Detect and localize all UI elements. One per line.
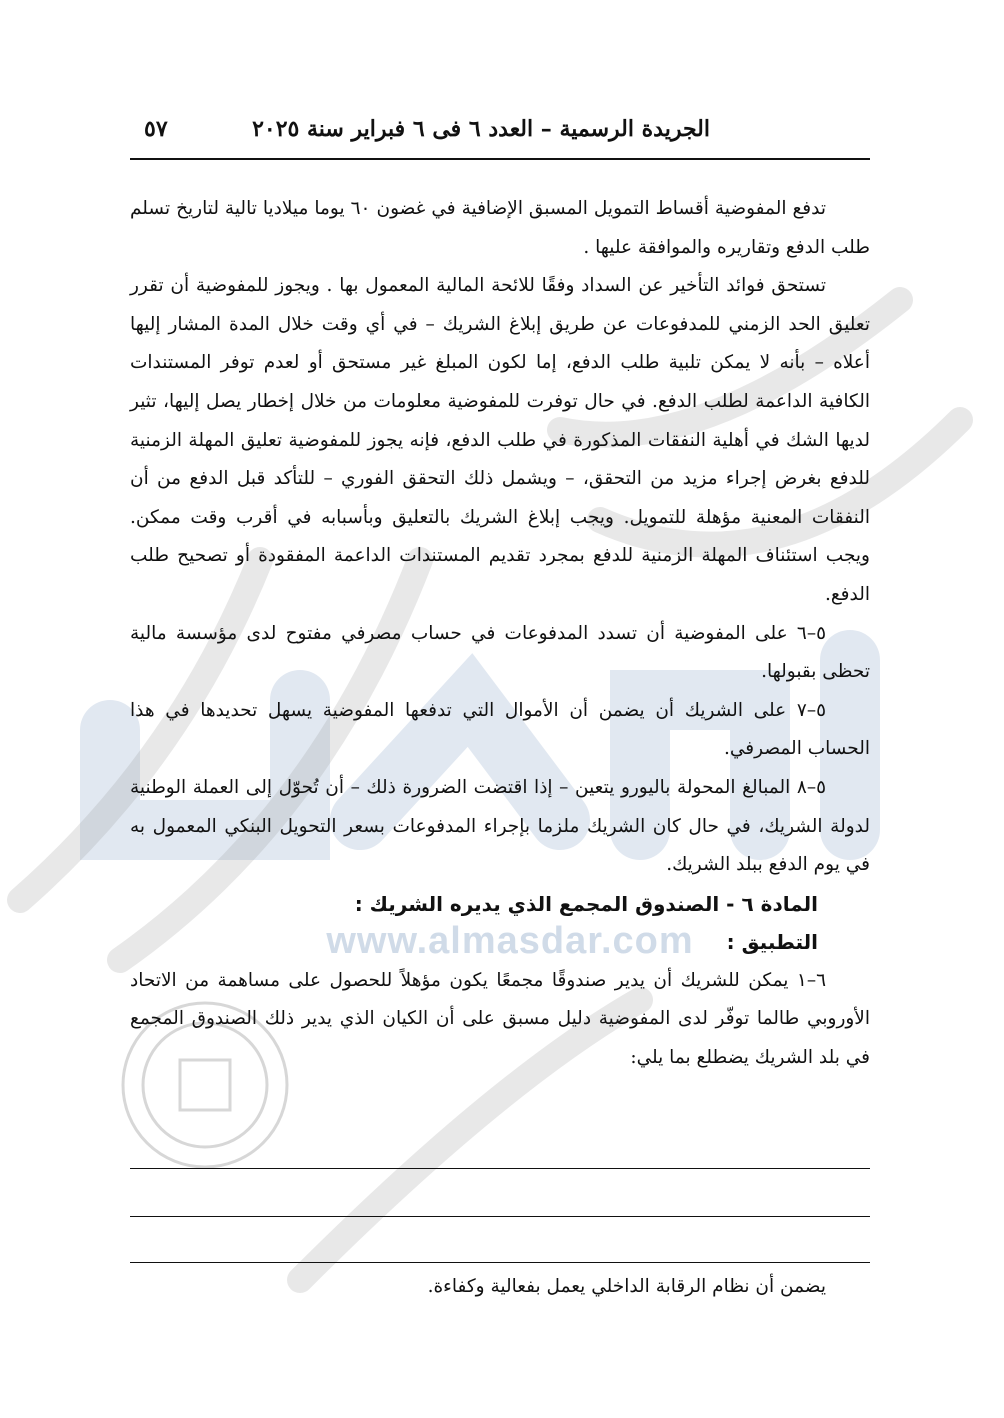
paragraph-5-8: ٥–٨ المبالغ المحولة باليورو يتعين – إذا اقتضت الضرورة ذلك – أن تُحوّل إلى العملة الوطنية لدولة الشريك، في حال كان الشريك ملزما بإجراء المدفوعات بسعر التحويل البنكي المعمول به في يوم الدفع ببلد الشريك.: [130, 776, 870, 876]
paragraph-prefinancing: تدفع المفوضية أقساط التمويل المسبق الإضافية في غضون ٦٠ يوما ميلاديا تالية لتاريخ تسلم طلب الدفع وتقاريره والموافقة عليها .: [130, 198, 870, 258]
article-subheading: التطبيق :: [726, 930, 818, 955]
underline-rule: [130, 1168, 870, 1169]
watermark-text: www.almasdar.com: [326, 920, 694, 962]
document-body: [130, 190, 870, 1078]
page-header: [130, 112, 870, 160]
underline-rule: [130, 1262, 870, 1263]
gazette-title: الجريدة الرسمية – العدد ٦ فى ٦ فبراير سنة ٢٠٢٥: [252, 116, 710, 142]
paragraph-late-payment: تستحق فوائد التأخير عن السداد وفقًا للائحة المالية المعمول بها . ويجوز للمفوضية أن تقرر تعليق الحد الزمني للمدفوعات عن طريق إبلاغ الشريك – في أي وقت خلال المدة المشار إليها أعلاه – بأنه لا يمكن تلبية طلب الدفع، إما لكون المبلغ غير مستحق أو لعدم توفر المستندات الكافية الداعمة لطلب الدفع. في حال توفرت للمفوضية معلومات من خلال إخطار يصل إليها، تثير لديها الشك في أهلية النفقات المذكورة في طلب الدفع، فإنه يجوز للمفوضية تعليق المهلة الزمنية للدفع بغرض إجراء مزيد من التحقق، – ويشمل ذلك التحقق الفوري – للتأكد قبل الدفع من أن النفقات المعنية مؤهلة للتمويل. ويجب إبلاغ الشريك بالتعليق وبأسبابه في أقرب وقت ممكن. ويجب استئناف المهلة الزمنية للدفع بمجرد تقديم المستندات الداعمة المفقودة أو تصحيح طلب الدفع.: [130, 275, 870, 605]
paragraph-5-7: ٥–٧ على الشريك أن يضمن أن الأموال التي تدفعها المفوضية يسهل تحديدها في هذا الحساب المصرفي.: [130, 699, 870, 760]
paragraph-6-1: ٦–١ يمكن للشريك أن يدير صندوقًا مجمعًا يكون مؤهلاً للحصول على مساهمة من الاتحاد الأوروبي طالما توفّر لدى المفوضية دليل مسبق على أن الكيان الذي يدير ذلك الصندوق المجمع في بلد الشريك يضطلع بما يلي:: [130, 969, 870, 1069]
page-number: ٥٧: [144, 116, 168, 142]
paragraph-5-6: ٥–٦ على المفوضية أن تسدد المدفوعات في حساب مصرفي مفتوح لدى مؤسسة مالية تحظى بقبولها.: [130, 622, 870, 683]
trailing-line: يضمن أن نظام الرقابة الداخلي يعمل بفعالية وكفاءة.: [427, 1276, 826, 1297]
underline-rule: [130, 1216, 870, 1217]
article-heading: المادة ٦ - الصندوق المجمع الذي يديره الشريك :: [354, 891, 818, 916]
